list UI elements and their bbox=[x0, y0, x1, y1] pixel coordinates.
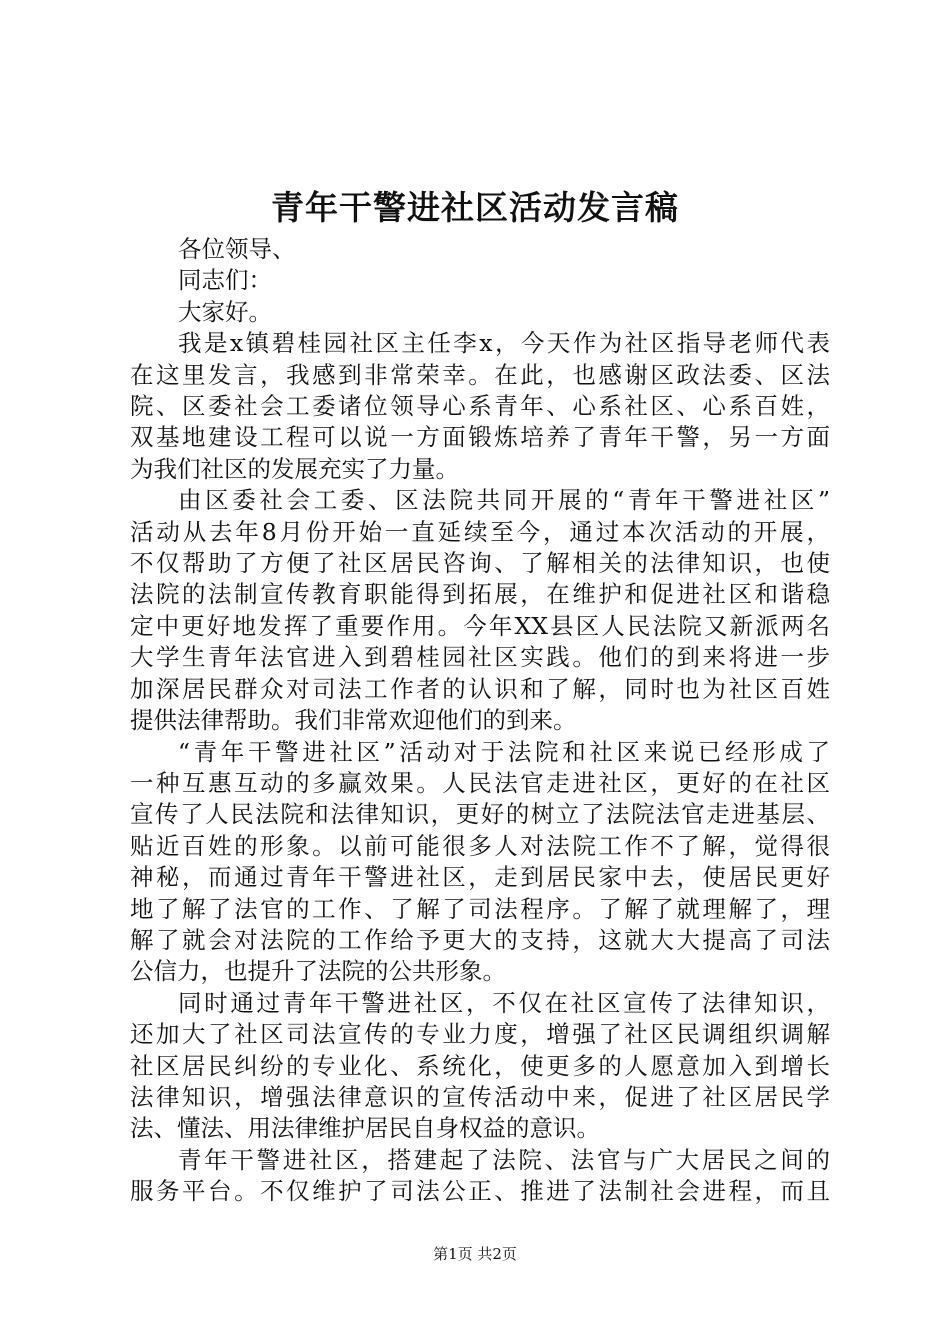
paragraph-line: 服务平台。不仅维护了司法公正、推进了法制社会进程，而且 bbox=[130, 1177, 830, 1206]
paragraph-line: 同时通过青年干警进社区，不仅在社区宣传了法律知识， bbox=[178, 988, 830, 1017]
paragraph-line: “青年干警进社区”活动对于法院和社区来说已经形成了 bbox=[178, 737, 830, 766]
page-footer: 第1页 共2页 bbox=[433, 1245, 517, 1263]
paragraph-line: 我是x镇碧桂园社区主任李x，今天作为社区指导老师代表 bbox=[178, 329, 830, 358]
paragraph-line: 法院的法制宣传教育职能得到拓展，在维护和促进社区和谐稳 bbox=[130, 580, 830, 609]
paragraph-line: 活动从去年8月份开始一直延续至今，通过本次活动的开展， bbox=[130, 517, 830, 546]
paragraph-line: 双基地建设工程可以说一方面锻炼培养了青年干警，另一方面 bbox=[130, 423, 830, 452]
paragraph-line: 宣传了人民法院和法律知识，更好的树立了法院法官走进基层、 bbox=[130, 800, 830, 829]
paragraph-line: 解了就会对法院的工作给予更大的支持，这就大大提高了司法 bbox=[130, 925, 830, 954]
paragraph-line: 不仅帮助了方便了社区居民咨询、了解相关的法律知识，也使 bbox=[130, 549, 830, 578]
paragraph-line: 提供法律帮助。我们非常欢迎他们的到来。 bbox=[130, 706, 577, 735]
greeting-line: 大家好。 bbox=[178, 297, 272, 326]
document-title: 青年干警进社区活动发言稿 bbox=[271, 188, 679, 227]
paragraph-line: 大学生青年法官进入到碧桂园社区实践。他们的到来将进一步 bbox=[130, 643, 830, 672]
paragraph-line: 公信力，也提升了法院的公共形象。 bbox=[130, 957, 506, 986]
salutation-line: 各位领导、 bbox=[178, 235, 296, 263]
document-body bbox=[130, 234, 830, 1208]
paragraph-line: 法律知识，增强法律意识的宣传活动中来，促进了社区居民学 bbox=[130, 1082, 830, 1111]
paragraph-line: 加深居民群众对司法工作者的认识和了解，同时也为社区百姓 bbox=[130, 674, 830, 703]
paragraph-line: 地了解了法官的工作、了解了司法程序。了解了就理解了，理 bbox=[130, 894, 830, 923]
paragraph-line: 法、懂法、用法律维护居民自身权益的意识。 bbox=[130, 1114, 600, 1143]
paragraph-line: 贴近百姓的形象。以前可能很多人对法院工作不了解，觉得很 bbox=[130, 831, 830, 860]
paragraph-line: 一种互惠互动的多赢效果。人民法官走进社区，更好的在社区 bbox=[130, 768, 830, 797]
paragraph-line: 院、区委社会工委诸位领导心系青年、心系社区、心系百姓， bbox=[130, 392, 830, 421]
paragraph-line: 神秘，而通过青年干警进社区，走到居民家中去，使居民更好 bbox=[130, 863, 830, 892]
paragraph-line: 社区居民纠纷的专业化、系统化，使更多的人愿意加入到增长 bbox=[130, 1051, 830, 1080]
paragraph-line: 定中更好地发挥了重要作用。今年XX县区人民法院又新派两名 bbox=[130, 611, 830, 640]
paragraph-line: 在这里发言，我感到非常荣幸。在此，也感谢区政法委、区法 bbox=[130, 360, 830, 389]
paragraph-line: 由区委社会工委、区法院共同开展的“青年干警进社区” bbox=[178, 486, 830, 515]
salutation-line: 同志们： bbox=[178, 266, 272, 295]
paragraph-line: 青年干警进社区，搭建起了法院、法官与广大居民之间的 bbox=[178, 1145, 830, 1174]
paragraph-line: 还加大了社区司法宣传的专业力度，增强了社区民调组织调解 bbox=[130, 1020, 830, 1049]
paragraph-line: 为我们社区的发展充实了力量。 bbox=[130, 454, 459, 483]
